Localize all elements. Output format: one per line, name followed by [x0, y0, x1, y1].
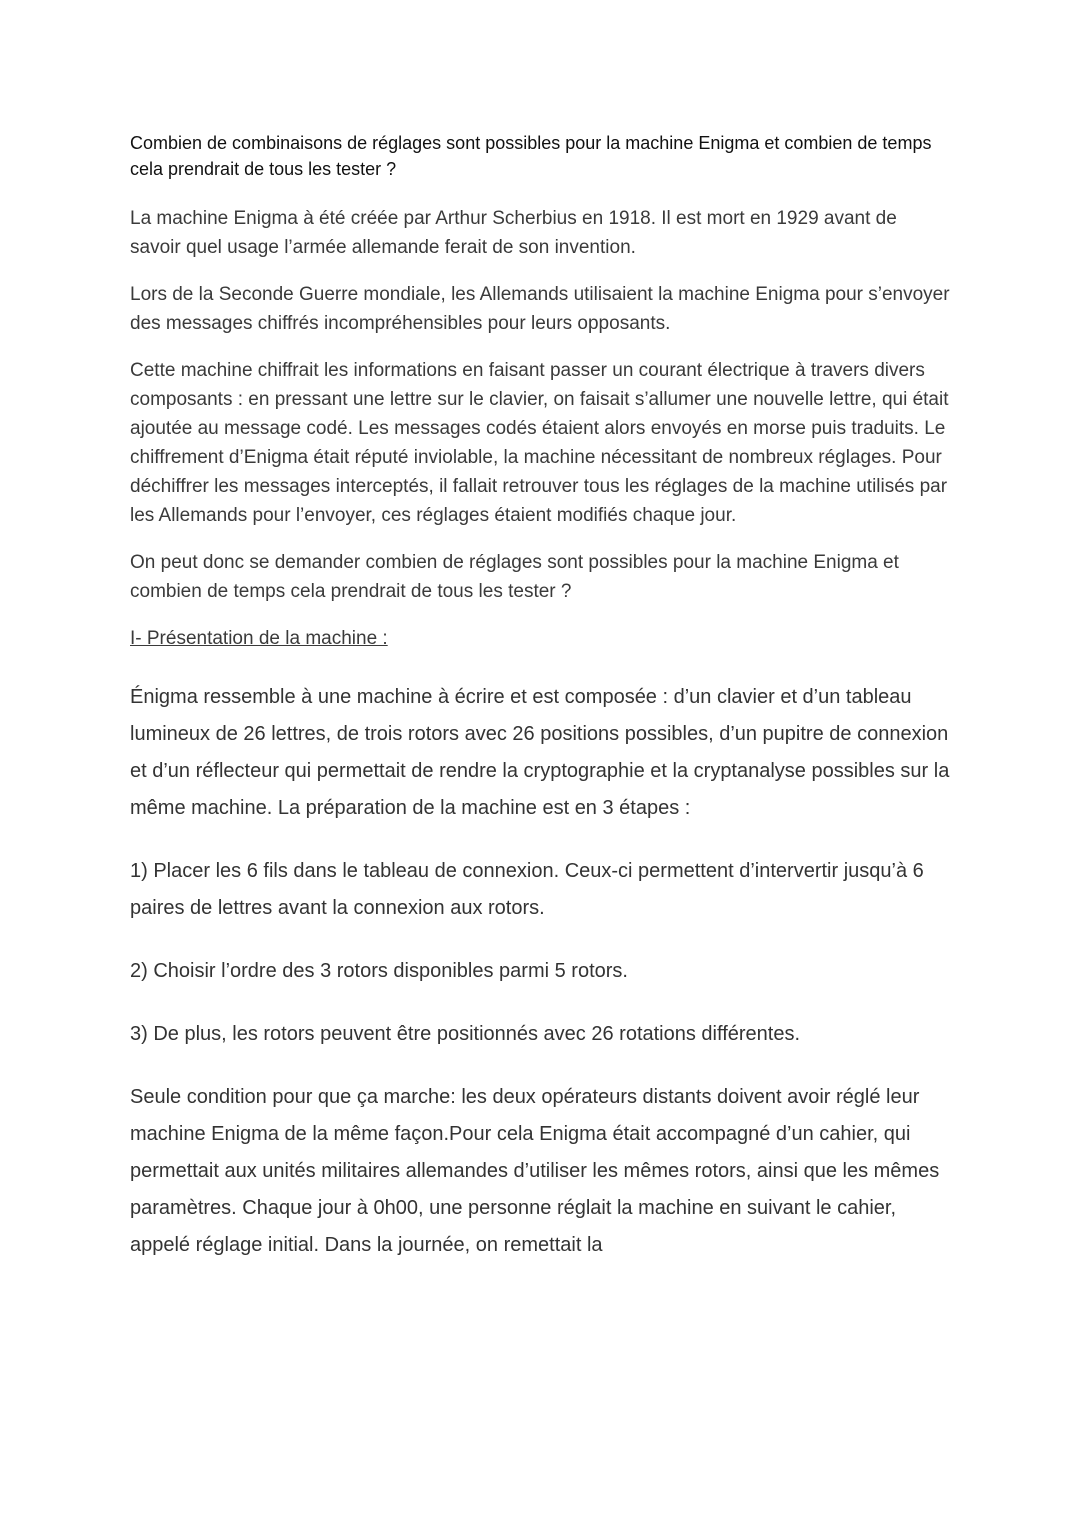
intro-paragraph-1: La machine Enigma à été créée par Arthur Scherbius en 1918. Il est mort en 1929 avant de savoir quel usage l’armée allemande ferait de son invention.	[130, 208, 897, 258]
section-heading: I- Présentation de la machine :	[130, 628, 388, 649]
intro-paragraph-3: Cette machine chiffrait les informations en faisant passer un courant électrique à travers divers composants : en pressant une lettre sur le clavier, on faisait s’allumer une nouvelle lettre, qui était ajoutée au message codé. Les messages codés étaient alors envoyés en morse puis traduits. Le chiffrement d’Enigma était réputé inviolable, la machine nécessitant de nombreux réglages. Pour déchiffrer les messages interceptés, il fallait retrouver tous les réglages de la machine utilisés par les Allemands pour l’envoyer, ces réglages étaient modifiés chaque jour.	[130, 360, 949, 526]
body-paragraph-5: Seule condition pour que ça marche: les deux opérateurs distants doivent avoir réglé leur machine Enigma de la même façon.Pour cela Enigma était accompagné d’un cahier, qui permettait aux unités militaires allemandes d’utiliser les mêmes rotors, ainsi que les mêmes paramètres. Chaque jour à 0h00, une personne réglait la machine en suivant le cahier, appelé réglage initial. Dans la journée, on remettait la	[130, 1086, 940, 1256]
document-content	[130, 130, 952, 1290]
body-paragraph-step-2: 2) Choisir l’ordre des 3 rotors disponibles parmi 5 rotors.	[130, 960, 628, 982]
intro-paragraph-4: On peut donc se demander combien de réglages sont possibles pour la machine Enigma et combien de temps cela prendrait de tous les tester ?	[130, 552, 899, 602]
intro-paragraph-2: Lors de la Seconde Guerre mondiale, les Allemands utilisaient la machine Enigma pour s’envoyer des messages chiffrés incompréhensibles pour leurs opposants.	[130, 284, 950, 334]
document-title: Combien de combinaisons de réglages sont possibles pour la machine Enigma et combien de temps cela prendrait de tous les tester ?	[130, 133, 932, 179]
body-paragraph-1: Énigma ressemble à une machine à écrire et est composée : d’un clavier et d’un tableau lumineux de 26 lettres, de trois rotors avec 26 positions possibles, d’un pupitre de connexion et d’un réflecteur qui permettait de rendre la cryptographie et la cryptanalyse possibles sur la même machine. La préparation de la machine est en 3 étapes :	[130, 686, 950, 819]
body-paragraph-step-1: 1) Placer les 6 fils dans le tableau de connexion. Ceux-ci permettent d’intervertir jusqu’à 6 paires de lettres avant la connexion aux rotors.	[130, 860, 924, 919]
body-paragraph-step-3: 3) De plus, les rotors peuvent être positionnés avec 26 rotations différentes.	[130, 1023, 801, 1045]
